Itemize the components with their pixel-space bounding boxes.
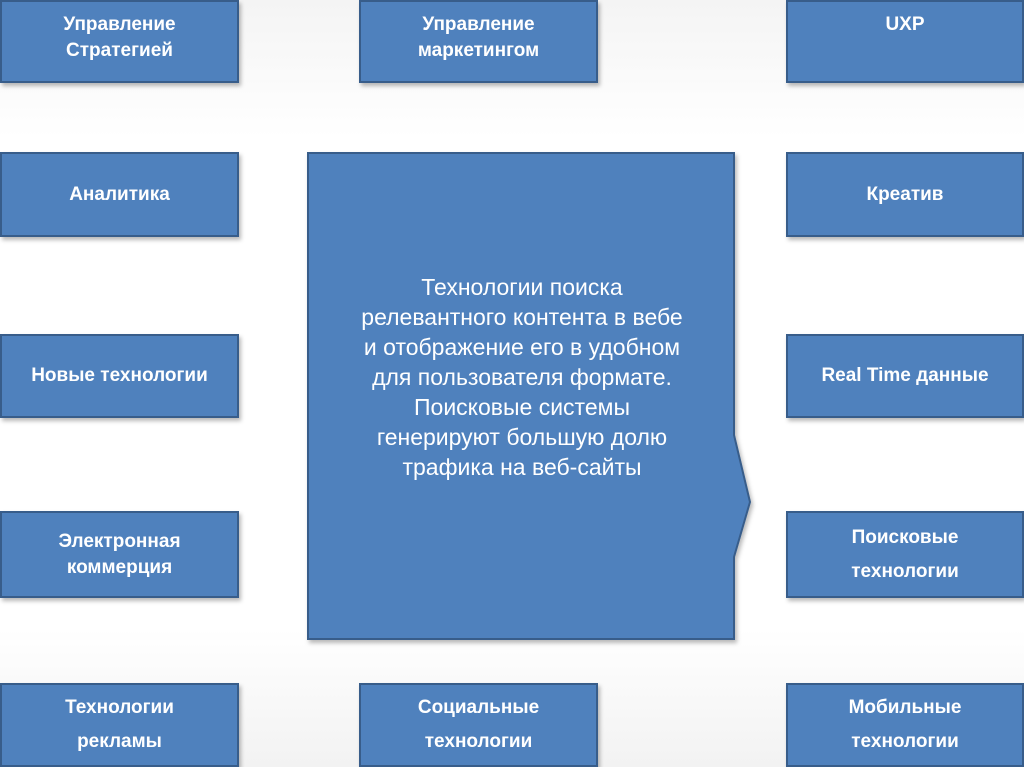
box-search-technologies (786, 511, 1024, 598)
box-uxp (786, 0, 1024, 83)
box-realtime-data (786, 334, 1024, 418)
box-label: Социальные технологии (417, 697, 540, 752)
box-label: Поисковые технологии (851, 526, 959, 582)
box-analytics (0, 152, 239, 237)
box-label: Технологии рекламы (65, 697, 174, 752)
box-social-technologies (359, 683, 598, 767)
center-description: Технологии поиска релевантного контента в вебе и отображение его в удобном для пользователя формате. Поисковые системы генерируют большую долю трафика на веб-сайты (361, 274, 683, 480)
box-strategy-management (0, 0, 239, 83)
box-mobile-technologies (786, 683, 1024, 767)
box-label: Мобильные технологии (848, 697, 962, 752)
box-label: Управление маркетингом (417, 14, 540, 61)
box-label: Real Time данные (821, 365, 989, 386)
box-new-technologies (0, 334, 239, 418)
box-label: Управление Стратегией (63, 14, 176, 61)
box-ecommerce (0, 511, 239, 598)
box-label: Креатив (866, 183, 944, 205)
center-callout (307, 152, 735, 640)
box-creative (786, 152, 1024, 237)
box-label: Новые технологии (31, 365, 208, 386)
box-label: Электронная коммерция (58, 530, 181, 578)
box-marketing-management (359, 0, 598, 83)
box-label: UXP (885, 14, 925, 35)
box-label: Аналитика (69, 183, 170, 205)
box-advertising-technologies (0, 683, 239, 767)
